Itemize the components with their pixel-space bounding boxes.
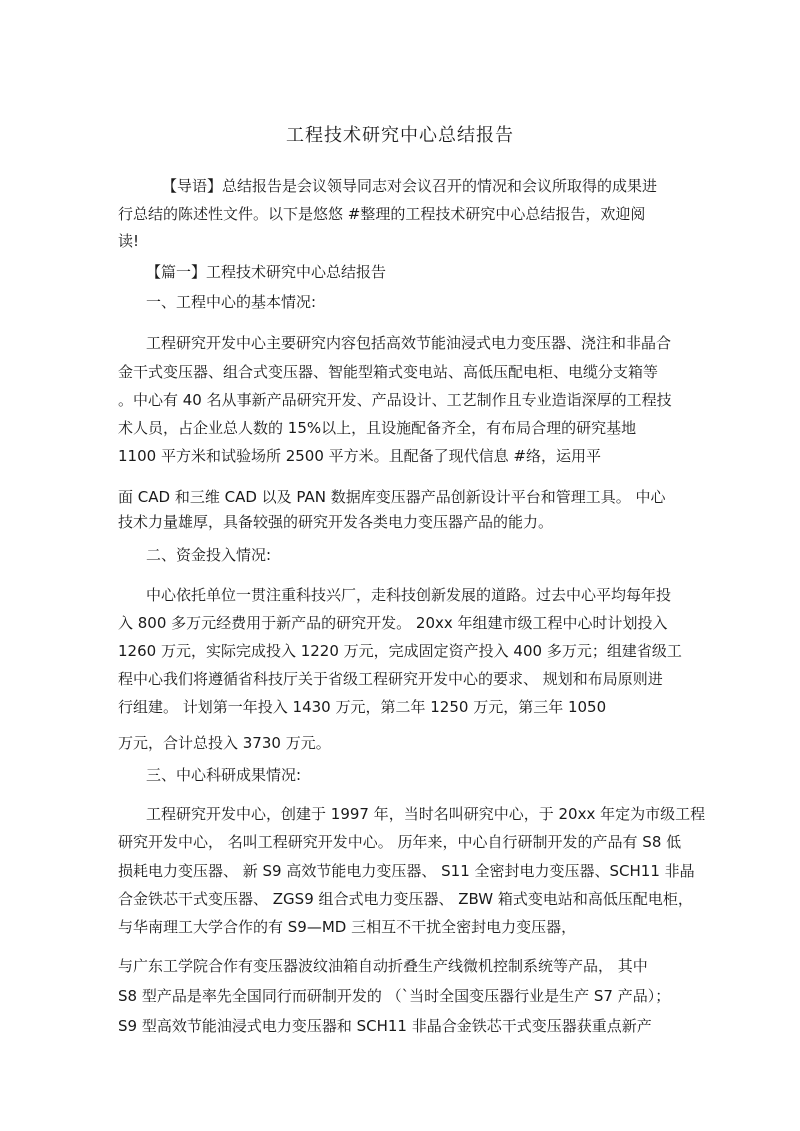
- intro-line: 【导语】总结报告是会议领导同志对会议召开的情况和会议所取得的成果进: [162, 177, 658, 195]
- paragraph-line: 损耗电力变压器、 新 S9 高效节能电力变压器、 S11 全密封电力变压器、SCH11 非晶: [118, 862, 695, 880]
- intro-line: 行总结的陈述性文件。以下是悠悠 #整理的工程技术研究中心总结报告，欢迎阅: [118, 205, 646, 223]
- section-heading: 二、资金投入情况:: [146, 546, 272, 564]
- intro-line: 读!: [118, 232, 140, 250]
- paragraph-line: 工程研究开发中心，创建于 1997 年，当时名叫研究中心，于 20xx 年定为市级工程: [146, 805, 706, 823]
- paragraph-line: 万元，合计总投入 3730 万元。: [118, 734, 331, 752]
- paragraph-line: 中心依托单位一贯注重科技兴厂，走科技创新发展的道路。过去中心平均每年投: [146, 586, 672, 604]
- paragraph-line: 技术力量雄厚，具备较强的研究开发各类电力变压器产品的能力。: [118, 513, 554, 531]
- paragraph-line: 程中心我们将遵循省科技厅关于省级工程研究开发中心的要求、 规划和布局原则进: [118, 670, 663, 688]
- paragraph-line: S9 型高效节能油浸式电力变压器和 SCH11 非晶合金铁芯干式变压器获重点新产: [118, 1017, 652, 1035]
- paragraph-line: 与广东工学院合作有变压器波纹油箱自动折叠生产线微机控制系统等产品， 其中: [118, 957, 648, 975]
- paragraph-line: 。中心有 40 名从事新产品研究开发、产品设计、工艺制作且专业造诣深厚的工程技: [118, 391, 672, 409]
- paragraph-line: 与华南理工大学合作的有 S9—MD 三相互不干扰全密封电力变压器，: [118, 918, 577, 936]
- section-heading: 一、工程中心的基本情况:: [146, 293, 317, 311]
- document-title: 工程技术研究中心总结报告: [286, 125, 514, 146]
- paragraph-line: 工程研究开发中心主要研究内容包括高效节能油浸式电力变压器、浇注和非晶合: [146, 334, 672, 352]
- paragraph-line: 面 CAD 和三维 CAD 以及 PAN 数据库变压器产品创新设计平台和管理工具。 中心: [118, 488, 666, 506]
- paragraph-line: 金干式变压器、组合式变压器、智能型箱式变电站、高低压配电柜、电缆分支箱等: [118, 363, 659, 381]
- paragraph-line: 研究开发中心， 名叫工程研究开发中心。 历年来，中心自行研制开发的产品有 S8 低: [118, 833, 682, 851]
- paragraph-line: S8 型产品是率先全国同行而研制开发的 （`当时全国变压器行业是生产 S7 产品）；: [118, 987, 671, 1005]
- paragraph-line: 行组建。 计划第一年投入 1430 万元，第二年 1250 万元，第三年 1050: [118, 698, 607, 716]
- paragraph-line: 入 800 多万元经费用于新产品的研究开发。 20xx 年组建市级工程中心时计划投入: [118, 614, 668, 632]
- paragraph-line: 1260 万元，实际完成投入 1220 万元，完成固定资产投入 400 多万元；组建省级工: [118, 642, 682, 660]
- section-heading: 三、中心科研成果情况:: [146, 766, 302, 784]
- paragraph-line: 合金铁芯干式变压器、 ZGS9 组合式电力变压器、 ZBW 箱式变电站和高低压配电柜，: [118, 890, 693, 908]
- part-heading: 【篇一】工程技术研究中心总结报告: [146, 263, 387, 281]
- paragraph-line: 术人员，占企业总人数的 15%以上，且设施配备齐全，有布局合理的研究基地: [118, 419, 637, 437]
- paragraph-line: 1100 平方米和试验场所 2500 平方米。且配备了现代信息 #络，运用平: [118, 447, 601, 465]
